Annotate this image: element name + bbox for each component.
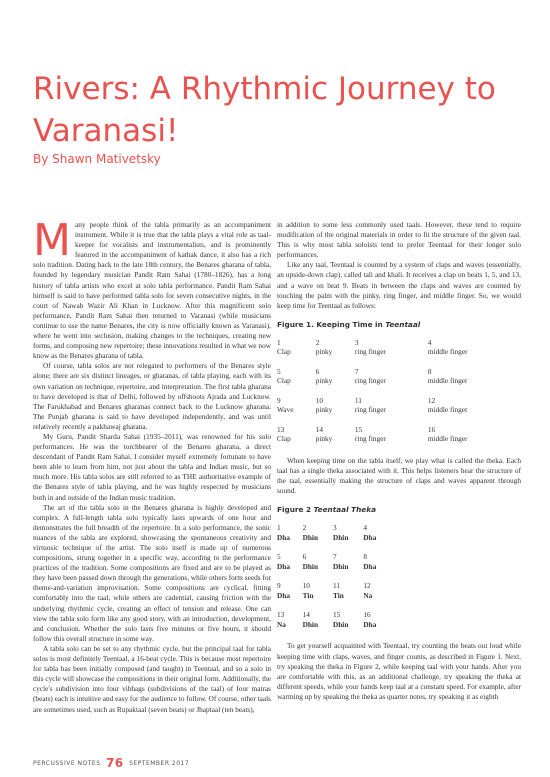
- beat-number: 8: [363, 552, 368, 562]
- right-paragraph: When keeping time on the tabla itself, we play what is called the theka. Each taal has a single theka associated with it. This helps listeners hear the structure of the taal, essentially making the structure of claps and waves apparent through sound.: [277, 455, 521, 496]
- beat-number: 12: [427, 395, 436, 405]
- figure-2-caption: Figure 2 Teentaal Theka: [277, 505, 377, 515]
- beat-number: 13: [277, 610, 285, 620]
- left-paragraph: The art of the tabla solo in the Benares gharana is highly developed and complex. A full-length tabla solo typically lasts upwards of one hour and demonstrates the full breadth of the repertoire. In a solo performance, the sonic nuances of the tabla are explored, showcasing the spontaneous creativity and virtuosic technique of the artist. The solo itself is made up of numerous compositions, strung together in a specific way, according to the performance practices of the tradition. Some compositions are fixed and are to be played as they have been passed down through the generations, while others form seeds for theme-and-variation improvisation. Some compositions are cyclical, fitting comfortably into the taal, while others are cadential, causing friction with the underlying rhythmic cycle, creating an effect of tension and release. One can view the tabla solo form like any good story, with an introduction, development, and conclusion. Whether the solo lasts five minutes or five hours, it should follow this overall structure in some way.: [33, 502, 271, 643]
- article-byline: By Shawn Mativetsky: [33, 152, 161, 166]
- beat-number: 11: [332, 581, 341, 591]
- gesture-label: Clap: [277, 347, 291, 357]
- beat-number: 16: [427, 424, 436, 434]
- beat-number: 4: [427, 337, 432, 347]
- right-paragraph: To get yourself acquainted with Teentaal, try counting the beats out loud while keeping time with claps, waves, and finger counts, as described in Figure 1. Next, try speaking the theka in Figure 2, while keeping taal with your hands. After you are comfortable with this, as an additional challenge, try speaking the theka at different speeds, while your hands keep taal at a constant speed. For example, after warming up by speaking the theka as quarter notes, try speaking it as eighth: [277, 641, 521, 701]
- theka-row: [277, 591, 389, 601]
- beat-number: 1: [277, 337, 281, 347]
- theka-syllable: Dhin: [332, 561, 349, 571]
- gesture-label: ring finger: [354, 405, 386, 415]
- theka-syllable: Dha: [363, 532, 377, 542]
- left-paragraph: My Guru, Pandit Sharda Sahai (1935–2011), was renowned for his solo performances. He was the torchbearer of the Benares gharana, a direct descendant of Pandit Ram Sahai. I consider myself extremely fortunate to have been able to learn from him, not just about the tabla and Indian music, but so much more. His tabla solos are still referred to as THE authoritative example of the Benares style of tabla playing, and he was highly respected by musicians both in and outside of the Indian music tradition.: [33, 431, 271, 502]
- beat-number: 11: [354, 395, 362, 405]
- beat-number: 16: [363, 610, 371, 620]
- beat-number: 4: [363, 523, 368, 533]
- left-paragraph: Of course, tabla solos are not relegated to performers of the Benares style alone; there are six distinct lineages, or gharanas, of tabla playing, each with its own variation on technique, repertoire, and interpretation. The first tabla gharana to have developed is that of Delhi, followed by offshoots Ajrada and Lucknow. The Farukhabad and Benares gharanas connect back to the Lucknow gharana. The Punjab gharana is said to have developed independently, and was until relatively recently a pakhawaj gharana.: [33, 361, 271, 431]
- beat-row: [277, 523, 389, 533]
- beat-number: 2: [315, 337, 320, 347]
- dropcap: M: [33, 215, 71, 266]
- beat-number: 6: [302, 552, 307, 562]
- theka-syllable: Dhin: [302, 561, 319, 571]
- left-column: [33, 215, 271, 715]
- beat-number: 13: [277, 424, 285, 434]
- gesture-label: Clap: [277, 434, 291, 444]
- theka-syllable: Dha: [363, 619, 377, 629]
- gestures-row: [277, 405, 521, 415]
- beat-number: 10: [302, 581, 310, 591]
- beat-number: 15: [354, 424, 363, 434]
- gesture-label: ring finger: [354, 347, 386, 357]
- figure-1-caption: Figure 1. Keeping Time in Teentaal: [277, 319, 421, 329]
- article-title: Rivers: A Rhythmic Journey to Varanasi!: [33, 71, 496, 149]
- beat-number: 6: [315, 366, 320, 376]
- beat-row: [277, 367, 521, 377]
- beat-row: [277, 338, 521, 348]
- beat-number: 3: [332, 523, 337, 533]
- theka-syllable: Na: [277, 619, 286, 629]
- left-paragraph: A tabla solo can be set to any rhythmic cycle, but the principal taal for tabla solos is most definitely Teentaal, a 16-beat cycle. This is because most repertoire for tabla has been initially composed (and taught) in Teentaal, and so a solo in this cycle will showcase the compositions in their original form. Additionally, the cycle's subdivision into four vibhags (subdivisions of the taal) of four matras (beats) each is intuitive and easy for the audience to follow. Of course, other taals are sometimes used, such as Rupaktaal (seven beats) or Jhaptaal (ten beats),: [33, 643, 271, 714]
- theka-syllable: Dha: [277, 561, 290, 571]
- gesture-label: middle finger: [427, 405, 468, 415]
- theka-syllable: Dhin: [302, 532, 319, 542]
- gesture-label: Clap: [277, 376, 291, 386]
- beat-row: [277, 581, 389, 591]
- issue-date: SEPTEMBER 2017: [129, 760, 190, 767]
- theka-syllable: Dha: [277, 532, 290, 542]
- beat-number: 12: [363, 581, 371, 591]
- page-number: 76: [105, 756, 124, 770]
- gestures-row: [277, 347, 521, 357]
- theka-row: [277, 533, 389, 543]
- beat-row: [277, 425, 521, 435]
- beat-row: [277, 610, 389, 620]
- beat-number: 14: [315, 424, 323, 434]
- gesture-label: middle finger: [427, 347, 468, 357]
- beat-row: [277, 396, 521, 406]
- publication-name: PERCUSSIVE NOTES: [33, 760, 101, 767]
- theka-syllable: Na: [363, 590, 373, 600]
- theka-row: [277, 562, 389, 572]
- gesture-label: pinky: [315, 376, 333, 386]
- beat-number: 5: [277, 366, 281, 376]
- gesture-label: pinky: [315, 434, 333, 444]
- theka-syllable: Dha: [277, 590, 290, 600]
- beat-number: 1: [277, 523, 281, 533]
- beat-row: [277, 552, 389, 562]
- beat-number: 9: [277, 581, 281, 591]
- gesture-label: pinky: [315, 405, 333, 415]
- beat-number: 8: [427, 366, 432, 376]
- gestures-row: [277, 376, 521, 386]
- beat-number: 9: [277, 395, 281, 405]
- theka-syllable: Tin: [302, 590, 314, 600]
- left-paragraph: Many people think of the tabla primarily as an accompaniment instrument. While it is true that the tabla plays a vital role as taal-keeper for vocalists and instrumentalists, and is prominently featured in the accompaniment of kathak dance, it also has a rich solo tradition. Dating back to the late 18th century, the Benares gharana of tabla, founded by legendary musician Pandit Ram Sahai (1780–1826), has a long history of tabla artists who excel at solo tabla performance. Pandit Ram Sahai himself is said to have performed tabla solo for seven consecutive nights, in the court of Nawab Wazir Ali Khan in Lucknow. After this magnificent solo performance, Pandit Ram Sahai then returned to Varanasi (while musicians continue to use the name Benares, the city is now officially known as Varanasi), where he went into seclusion, making changes to the techniques, creating new forms, and composing new repertoire; these innovations resulted in what we now know as the Benares gharana of tabla.: [33, 215, 271, 361]
- figure-1-table: [277, 338, 521, 444]
- gesture-label: middle finger: [427, 376, 468, 386]
- gesture-label: middle finger: [427, 434, 468, 444]
- gestures-row: [277, 434, 521, 444]
- beat-number: 2: [302, 523, 307, 533]
- beat-number: 15: [332, 610, 341, 620]
- theka-row: [277, 620, 389, 630]
- figure-2-table: [277, 523, 389, 629]
- gesture-label: ring finger: [354, 434, 386, 444]
- beat-number: 7: [332, 552, 337, 562]
- theka-syllable: Dhin: [332, 532, 349, 542]
- beat-number: 10: [315, 395, 323, 405]
- theka-syllable: Dhin: [302, 619, 319, 629]
- beat-number: 5: [277, 552, 281, 562]
- beat-number: 14: [302, 610, 310, 620]
- right-paragraph: in addition to some less commonly used taals. However, these tend to require modification of the original materials in order to fit the structure of the given taal. This is why most tabla soloists tend to prefer Teentaal for their longer solo performances.: [277, 220, 521, 260]
- gesture-label: Wave: [277, 405, 294, 415]
- gesture-label: pinky: [315, 347, 333, 357]
- theka-syllable: Dha: [363, 561, 377, 571]
- gesture-label: ring finger: [354, 376, 386, 386]
- theka-syllable: Tin: [332, 590, 344, 600]
- theka-syllable: Dhin: [332, 619, 349, 629]
- page-footer: [33, 756, 189, 770]
- right-paragraph: Like any taal, Teentaal is counted by a system of claps and waves (essentially, an upside-down clap), called tali and khali. It receives a clap on beats 1, 5, and 13, and a wave on beat 9. Beats in between the claps and waves are counted by touching the palm with the pinky, ring finger, and middle finger. So, we would keep time for Teentaal as follows:: [277, 260, 521, 310]
- beat-number: 3: [354, 337, 359, 347]
- right-column: [277, 220, 521, 702]
- beat-number: 7: [354, 366, 359, 376]
